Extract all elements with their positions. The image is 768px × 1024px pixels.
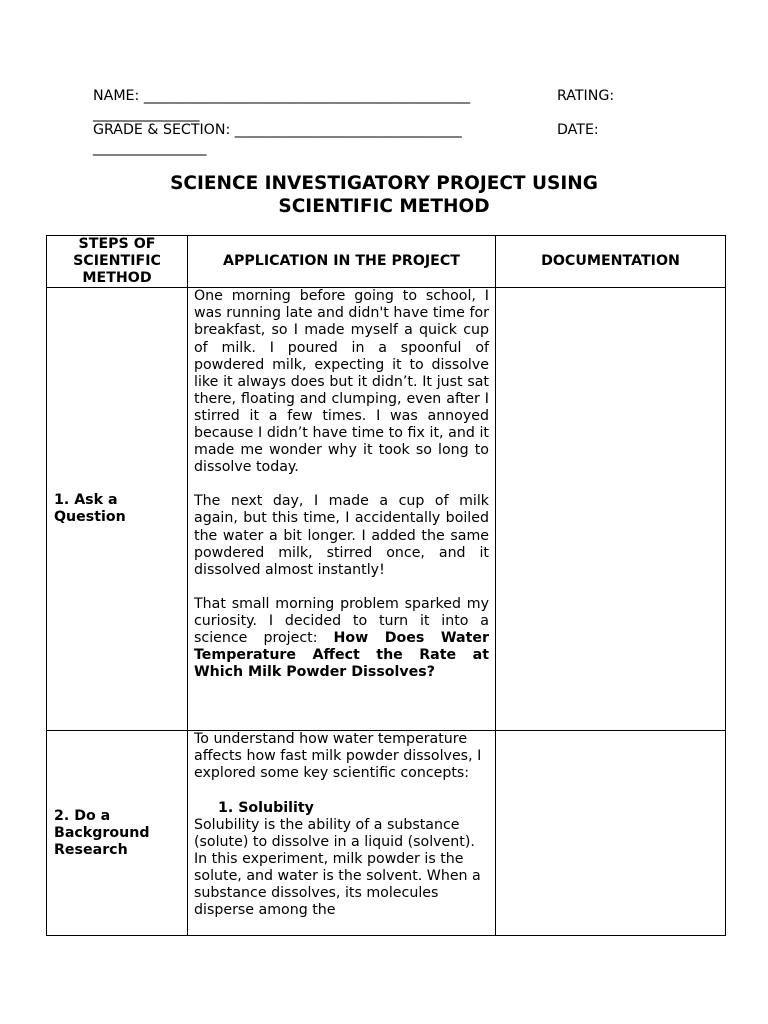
date-line: ________________: [93, 140, 207, 156]
step-ask-question: 1. Ask a Question: [47, 288, 188, 731]
header-steps: STEPS OF SCIENTIFIC METHOD: [47, 236, 188, 288]
application-background-research: [188, 731, 496, 936]
scientific-method-table: [46, 235, 726, 936]
application-ask-question: [188, 288, 496, 731]
document-title-line-1: SCIENCE INVESTIGATORY PROJECT USING: [170, 173, 598, 194]
table-header-row: [47, 236, 726, 288]
research-question-paragraph: [194, 596, 489, 681]
paragraph: Solubility is the ability of a substance (solute) to dissolve in a liquid (solvent). In this experiment, milk powder is the solute, and water is the solvent. When a substance dissolves, its molecules disperse among the: [194, 816, 481, 919]
name-field: NAME: ______________________________________________: [93, 88, 471, 104]
paragraph: The next day, I made a cup of milk again, but this time, I accidentally boiled the water a bit longer. I added the same powdered milk, stirred once, and it dissolved almost instantly!: [194, 493, 489, 578]
paragraph: One morning before going to school, I was running late and didn't have time for breakfast, so I made myself a quick cup of milk. I poured in a spoonful of powdered milk, expecting it to dissolve like it always does but it didn’t. It just sat there, floating and clumping, even after I stirred it a few times. I was annoyed because I didn’t have time to fix it, and it made me wonder why it took so long to dissolve today.: [194, 288, 489, 476]
date-label: DATE:: [557, 122, 599, 138]
header-application: APPLICATION IN THE PROJECT: [188, 236, 496, 288]
step-background-research: 2. Do a Background Research: [47, 731, 188, 936]
section-heading-solubility: 1. Solubility: [218, 799, 314, 816]
rating-line: _______________: [93, 106, 200, 122]
paragraph-text: That small morning problem sparked my curiosity. I decided to turn it into a science project:: [194, 595, 489, 646]
paragraph: To understand how water temperature affects how fast milk powder dissolves, I explored some key scientific concepts:: [194, 731, 482, 782]
table-row: [47, 288, 726, 731]
research-question: How Does Water Temperature Affect the Rate at Which Milk Powder Dissolves?: [194, 629, 489, 681]
header-documentation: DOCUMENTATION: [496, 236, 726, 288]
document-title-line-2: SCIENTIFIC METHOD: [278, 196, 490, 217]
rating-label: RATING:: [557, 88, 615, 104]
documentation-background-research: [496, 731, 726, 936]
grade-section-field: GRADE & SECTION: ________________________________: [93, 122, 462, 138]
table-row: [47, 731, 726, 936]
documentation-ask-question: [496, 288, 726, 731]
